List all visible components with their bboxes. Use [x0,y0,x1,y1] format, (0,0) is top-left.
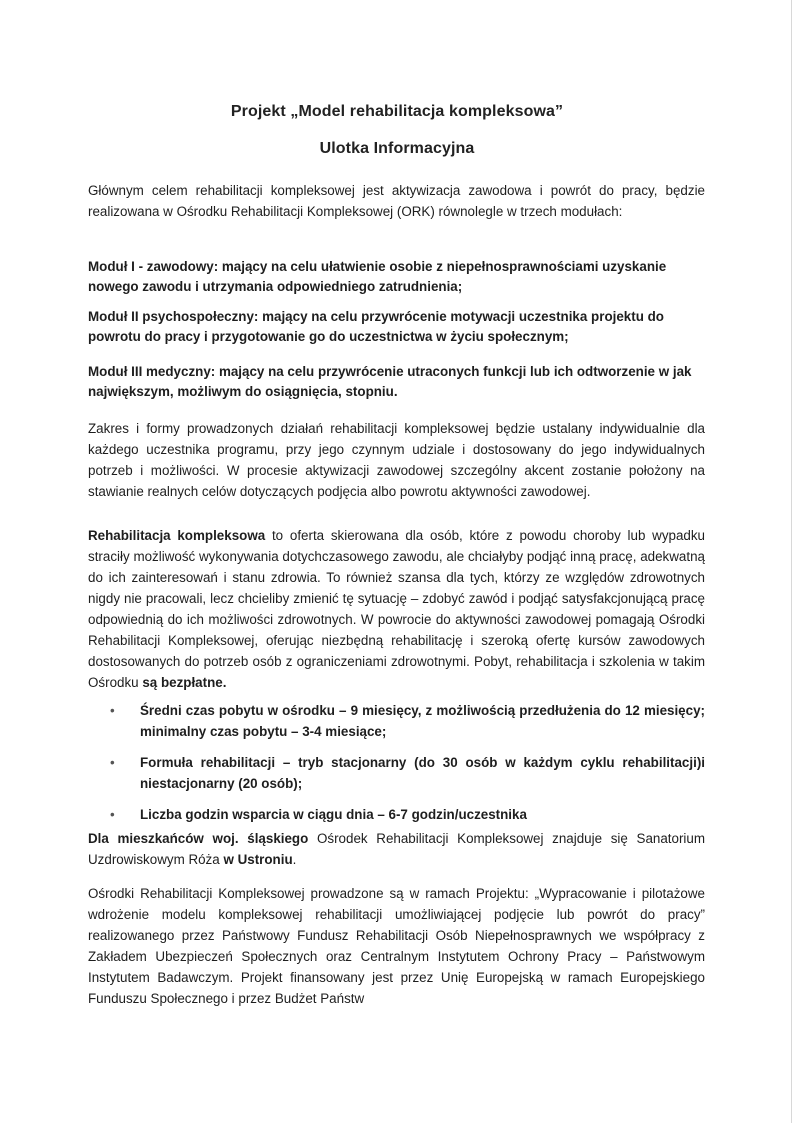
intro-paragraph [88,180,705,222]
bullet-icon: • [110,755,115,770]
bullet-item [110,700,705,742]
bullet-item [110,804,705,825]
bullet-item [110,752,705,794]
module-3-text: Moduł III medyczny: mający na celu przywrócenie utraconych funkcji lub ich odtworzenie w jak największym, możliwym do osiągnięcia, stopniu. [88,364,692,399]
bullet-list [110,700,705,825]
document-subtitle: Ulotka Informacyjna [319,140,475,157]
scope-paragraph [88,418,705,502]
location-city: w Ustroniu [223,852,293,867]
project-text: Ośrodki Rehabilitacji Kompleksowej prowadzone są w ramach Projektu: „Wypracowanie i pilotażowe wdrożenie modelu kompleksowej rehabilitacji umożliwiającej podjęcie lub powrót do pracy” realizowanego przez Państwowy Fundusz Rehabilitacji Osób Niepełnosprawnych we współpracy z Zakładem Ubezpieczeń Społecznych oraz Centralnym Instytutem Ochrony Pracy – Państwowym Instytutem Badawczym. Projekt finansowany jest przez Unię Europejską w ramach Europejskiego Funduszu Społecznego i przez Budżet Państw [88,886,705,1006]
bullet-text: Formuła rehabilitacji – tryb stacjonarny (do 30 osób w każdym cyklu rehabilitacji)i niestacjonarny (20 osób); [140,755,705,791]
module-1-text: Moduł I - zawodowy: mający na celu ułatwienie osobie z niepełnosprawnościami uzyskanie nowego zawodu i utrzymania odpowiedniego zatrudnienia; [88,259,667,294]
location-text [88,828,705,870]
bullet-text: Średni czas pobytu w ośrodku – 9 miesięcy, z możliwością przedłużenia do 12 miesięcy; minimalny czas pobytu – 3-4 miesiące; [140,703,705,739]
scope-text: Zakres i formy prowadzonych działań rehabilitacji kompleksowej będzie ustalany indywidualnie dla każdego uczestnika programu, przy jego czynnym udziale i dostosowany do jego indywidualnych potrzeb i możliwości. W procesie aktywizacji zawodowej szczególny akcent zostanie położony na stawianie realnych celów dotyczących podjęcia albo powrotu aktywności zawodowej. [88,421,705,499]
location-body: Ośrodek Rehabilitacji Kompleksowej znajduje się Sanatorium Uzdrowiskowym Róża [88,831,706,867]
document-title: Projekt „Model rehabilitacja kompleksowa” [230,103,564,120]
offer-free-note: są bezpłatne. [142,675,227,690]
bullet-text: Liczba godzin wsparcia w ciągu dnia – 6-7 godzin/uczestnika [140,807,527,822]
location-end: . [292,852,297,867]
intro-text: Głównym celem rehabilitacji kompleksowej jest aktywizacja zawodowa i powrót do pracy, będzie realizowana w Ośrodku Rehabilitacji Kompleksowej (ORK) równolegle w trzech modułach: [88,183,705,219]
module-3 [88,362,705,402]
location-paragraph [88,828,705,870]
module-2-text: Moduł II psychospołeczny: mający na celu przywrócenie motywacji uczestnika projektu do powrotu do pracy i przygotowanie go do uczestnictwa w życiu społecznym; [88,309,664,344]
offer-body: to oferta skierowana dla osób, które z powodu choroby lub wypadku straciły możliwość wykonywania dotychczasowego zawodu, ale chciałyby podjąć inną pracę, adekwatną do ich zainteresowań i stanu zdrowia. To również szansa dla tych, którzy ze względów zdrowotnych nigdy nie pracowali, lecz chcieliby zmienić tę sytuację – zdobyć zawód i podjąć satysfakcjonującą pracę odpowiednią do ich możliwości zdrowotnych. W powrocie do aktywności zawodowej pomagają Ośrodki Rehabilitacji Kompleksowej, oferując niezbędną rehabilitację i szeroką ofertę kursów zawodowych dostosowanych do potrzeb osób z ograniczeniami zdrowotnymi. Pobyt, rehabilitacja i szkolenia w takim Ośrodku [88,528,705,690]
offer-lead: Rehabilitacja kompleksowa [88,528,266,543]
module-2 [88,307,705,347]
offer-text [88,525,705,693]
location-lead: Dla mieszkańców woj. śląskiego [88,831,309,846]
project-paragraph [88,883,705,1009]
module-1 [88,257,705,297]
offer-paragraph [88,525,705,693]
page-edge [791,0,792,1123]
bullet-icon: • [110,807,115,822]
bullet-icon: • [110,703,115,718]
